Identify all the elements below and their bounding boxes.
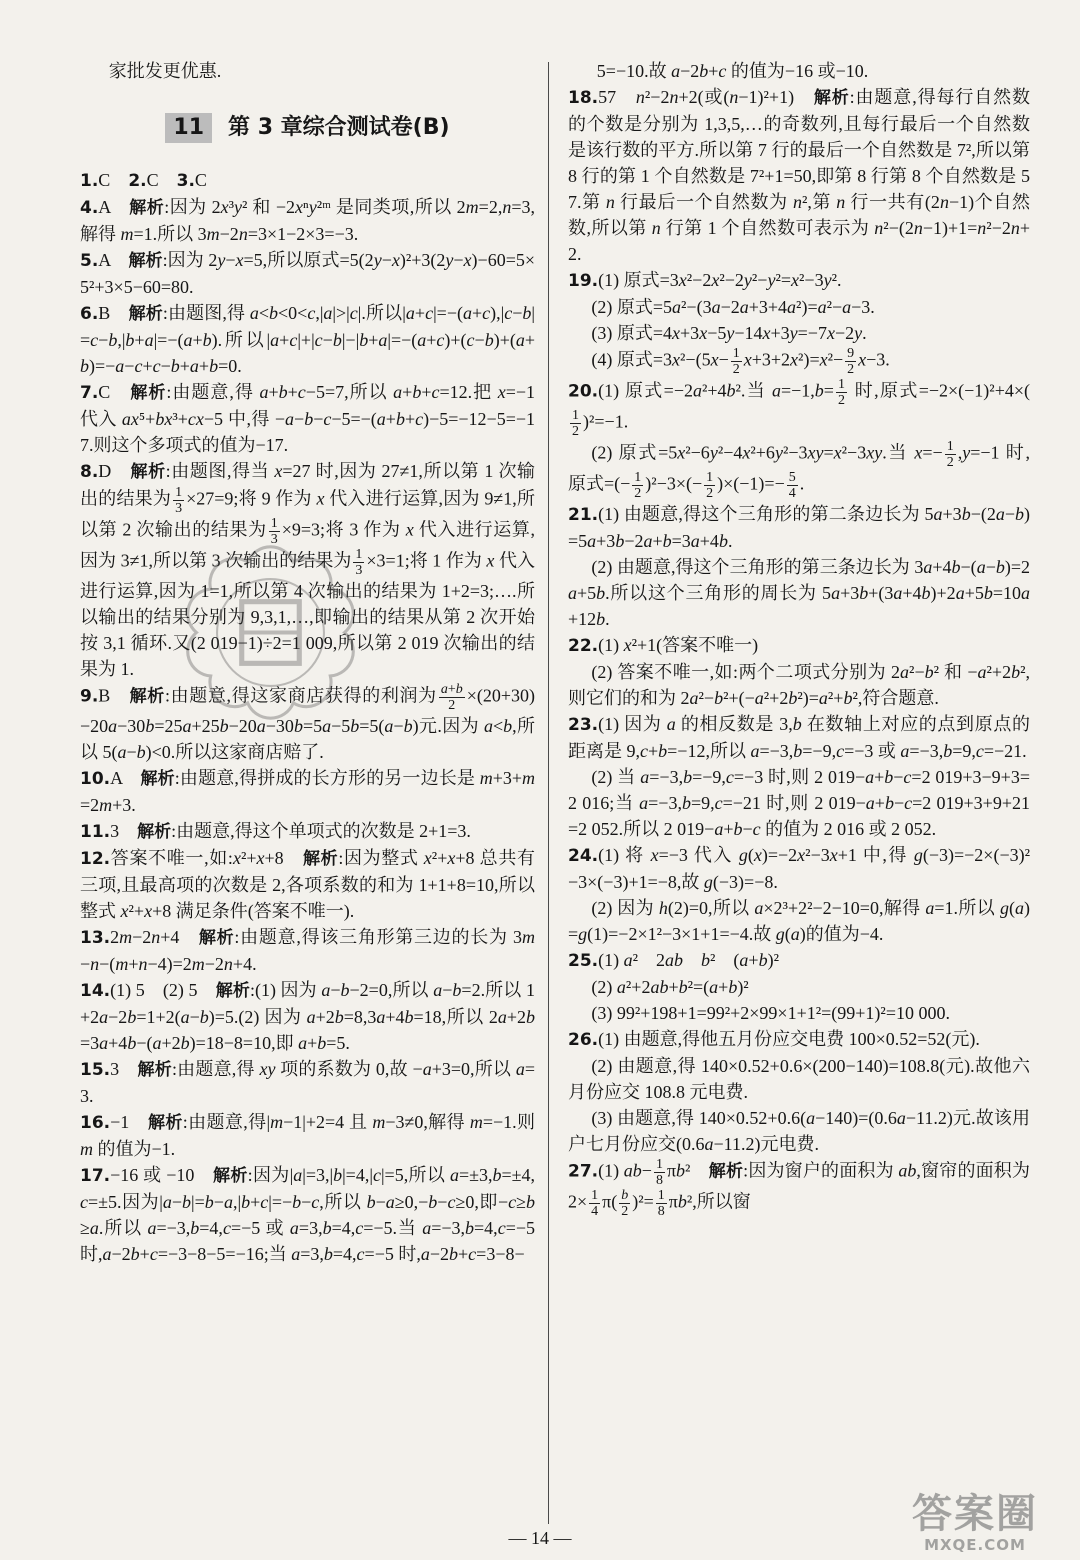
answer-item (80, 194, 535, 247)
text-run: (2) 由题意,得这个三角形的第三条边长为 3a+4b−(a−b)=2a+5b.所以这个三角形的周长为 5a+3b+(3a+4b)+2a+5b=10a+12b. (568, 557, 1030, 629)
answer-item (568, 267, 1030, 294)
fraction (632, 470, 643, 501)
fraction (654, 1157, 665, 1188)
answer-choice: D (98, 461, 112, 481)
answer-item (80, 379, 535, 458)
text-run (110, 303, 128, 323)
fraction (570, 408, 581, 439)
answer-item (80, 247, 535, 300)
text-run: (1) ab− (598, 1160, 652, 1181)
fraction (704, 470, 715, 501)
bold-label: 6. (80, 304, 99, 324)
text-run: (1) 5 (2) 5 (110, 980, 216, 1000)
text-run: ,y=−1 时,原式=(− (568, 442, 1030, 494)
fraction (787, 470, 798, 501)
bold-label: 17. (80, 1166, 111, 1186)
fraction-numerator: 1 (355, 547, 363, 562)
text-run (159, 170, 177, 190)
text-run (110, 382, 130, 402)
stamp (178, 540, 363, 725)
bold-label: 20. (568, 381, 599, 402)
answer-subitem (568, 895, 1030, 947)
fraction (439, 682, 465, 713)
answer-subitem (568, 1105, 1030, 1157)
text-run (111, 461, 130, 481)
fraction-numerator: 1 (270, 516, 278, 531)
text-run: (3) 99²+198+1=99²+2×99×1+1²=(99+1)²=10 000. (591, 1003, 950, 1023)
text-run: (4) 原式=3x²−(5x− (591, 349, 729, 370)
text-run: 答案不唯一,如:x²+x+8 (110, 848, 303, 868)
bold-label: 解析 (302, 849, 339, 869)
answer-choice: A (98, 250, 111, 270)
fraction-numerator: a+b (440, 682, 463, 697)
answer-item (568, 501, 1030, 554)
answer-choice: A (110, 768, 123, 788)
fraction-numerator: 9 (847, 346, 855, 361)
text-run: :由题意,得拼成的长方形的另一边长是 m+3+m=2m+3. (80, 768, 536, 815)
section-title-text: 第 3 章综合测试卷(B) (228, 115, 450, 140)
bold-label: 解析 (148, 1113, 183, 1133)
bold-label: 13. (80, 928, 111, 948)
answer-item (80, 765, 535, 818)
text-run (110, 686, 129, 706)
bold-label: 21. (568, 505, 599, 525)
fraction-numerator: 1 (837, 377, 845, 392)
text-run: :因为整式 x²+x+8 总共有三项,且最高项的次数是 2,各项系数的和为 1+1+8=10,所以整式 x²+x+8 满足条件(答案不唯一). (80, 848, 535, 921)
answer-subitem (568, 439, 1030, 501)
fraction-denominator: 8 (655, 1173, 663, 1188)
text-run: ×9=3;将 3 作为 x 代入进行运算,因为 3≠1,所以第 3 次输出的结果为 (80, 519, 536, 571)
fraction-numerator: 1 (634, 470, 642, 485)
bold-label: 解析 (130, 462, 166, 482)
fraction (173, 485, 184, 516)
bold-label: 解析 (129, 198, 165, 218)
answer-item (568, 1026, 1030, 1053)
text-run: 5=−10.故 a−2b+c 的值为−16 或−10. (596, 61, 869, 81)
bold-label: 解析 (215, 981, 250, 1001)
text-run: (2) 原式=5x²−6y²−4x²+6y²−3xy=x²−3xy.当 x=− (591, 442, 943, 463)
watermark (880, 1492, 1070, 1554)
text-run (110, 250, 128, 270)
answer-subitem (568, 554, 1030, 632)
bold-label: 4. (80, 198, 99, 218)
text-run: :(1) 因为 a−b−2=0,所以 a−b=2.所以 1+2a−2b=1+2(a−b)=5.(2) 因为 a+2b=8,3a+4b=18,所以 2a+2b=3a+4b−(a+2b)=18−8=10,即 a+b=5. (80, 980, 535, 1053)
text-run: x+3+2x²)=x²− (743, 349, 844, 370)
fraction (589, 1188, 600, 1219)
answer-item (80, 818, 535, 845)
answer-subitem (568, 659, 1030, 711)
bold-label: 26. (568, 1030, 599, 1050)
fraction-denominator: 2 (732, 362, 740, 377)
fraction-denominator: 4 (591, 1204, 599, 1219)
bold-label: 3. (176, 171, 195, 191)
fraction (731, 346, 742, 377)
answer-item (568, 632, 1030, 659)
bold-label: 解析 (708, 1161, 744, 1182)
text-run: (2) 由题意,得 140×0.52+0.6×(200−140)=108.8(元).故他六月份应交 108.8 元电费. (568, 1056, 1030, 1102)
text-run: πb²,所以窗 (668, 1191, 751, 1212)
answer-subitem (568, 974, 1030, 1000)
fraction-denominator: 8 (657, 1204, 665, 1219)
bold-label: 解析 (140, 769, 175, 789)
bold-label: 16. (80, 1113, 111, 1133)
text-run: (1) 原式=3x²−2x²−2y²−y²=x²−3y². (598, 270, 842, 290)
bold-label: 解析 (137, 1060, 172, 1080)
answer-subitem (568, 294, 1030, 320)
answer-item (80, 167, 535, 194)
text-run: 3 (110, 821, 138, 841)
bold-label: 11. (80, 822, 111, 842)
section-title (80, 112, 535, 144)
text-run: (2) 原式=5a²−(3a−2a+3+4a²)=a²−a−3. (591, 297, 875, 317)
text-run: :由题意,得 a+b+c−5=7,所以 a+b+c=12.把 x=−1 代入 ax⁵+bx³+cx−5 中,得 −a−b−c−5=−(a+b+c)−5=−12−5=−17.则这个多项式的值为−17. (80, 382, 536, 455)
text-run: (3) 由题意,得 140×0.52+0.6(a−140)=(0.6a−11.2)元.故该用户七月份应交(0.6a−11.2)元电费. (568, 1108, 1030, 1154)
text-run: (2) 当 a=−3,b=−9,c=−3 时,则 2 019−a+b−c=2 019+3−9+3=2 016;当 a=−3,b=9,c=−21 时,则 2 019−a+b−c=2 019+3+9+21=2 052.所以 2 019−a+b−c 的值为 2 016 或 2 052. (568, 767, 1030, 839)
bold-label: 解析 (129, 686, 165, 707)
bold-label: 18. (568, 88, 599, 108)
answer-item (568, 84, 1030, 267)
text-run: ×3=1;将 1 作为 x 代入进行运算,因为 1=1,所以第 4 次输出的结果为 1+2=3;….所以输出的结果分别为 9,3,1,…,即输出的结果从第 2 次开始按 3,1 循环.又(2 019−1)÷2=1 009,所以第 2 019 次输出的结果为 1. (80, 550, 535, 679)
answer-choice: C (146, 170, 159, 190)
fraction-numerator: 1 (946, 439, 954, 454)
fraction (836, 377, 847, 408)
answer-choice: C (98, 382, 111, 402)
text-run: :由题意,得该三角形第三边的长为 3m−n−(m+n−4)=2m−2n+4. (80, 927, 536, 974)
bold-label: 23. (568, 715, 599, 735)
bold-label: 12. (80, 849, 111, 869)
answer-list (568, 58, 1030, 1219)
page-number: — 14 — (508, 1528, 572, 1548)
answer-subitem (568, 1000, 1030, 1026)
fraction-numerator: 1 (175, 485, 183, 500)
bold-label: 9. (80, 686, 99, 707)
bold-label: 解析 (813, 88, 850, 108)
fraction-numerator: 1 (655, 1157, 663, 1172)
text-run: (1) x²+1(答案不唯一) (598, 635, 759, 655)
fraction-denominator: 2 (634, 486, 642, 501)
bold-label: 解析 (137, 822, 172, 842)
fraction-numerator: 1 (732, 346, 740, 361)
bold-label: 22. (568, 636, 599, 656)
answer-item (568, 842, 1030, 895)
text-run: ×27=9;将 9 作为 x 代入进行运算,因为 9≠1,所以第 2 次输出的结果为 (80, 488, 535, 540)
text-run: (1) 由题意,得他五月份应交电费 100×0.52=52(元). (598, 1029, 980, 1049)
answer-item (80, 1056, 535, 1109)
continued-text: 家批发更优惠. (108, 61, 222, 81)
answer-item (80, 924, 535, 977)
text-run: :由题意,得每行自然数的个数是分别为 1,3,5,…的奇数列,且每行最后一个自然数是该行数的平方.所以第 7 行的最后一个自然数是 7²,所以第 8 行的第 1 个自然数是 7²+1=50,即第 8 行第 8 个自然数是 57.第 n 行最后一个自然数为 n²,第 n 行一共有(2n−1)个自然数,所以第 n 行第 1 个自然数可表示为 n²−(2n−1)+1=n²−2n+2. (568, 87, 1031, 264)
bold-label: 24. (568, 846, 599, 866)
answer-subitem (568, 764, 1030, 842)
bold-label: 7. (80, 383, 99, 403)
text-run: 2m−2n+4 (110, 927, 199, 947)
column-divider (548, 62, 549, 1524)
fraction-denominator: 2 (946, 455, 954, 470)
fraction-numerator: 1 (706, 470, 714, 485)
bold-label: 19. (568, 271, 599, 291)
bold-label: 1. (80, 171, 99, 191)
text-run: ×(20+30)−20a−30b=25a+25b−20a−30b=5a−5b=5(a−b)元.因为 a<b,所以 5(a−b)<0.所以这家商店赔了. (80, 685, 536, 762)
answer-choice: A (98, 197, 111, 217)
fraction-numerator: 1 (591, 1188, 599, 1203)
answer-item (80, 1109, 535, 1162)
text-run: 3 (110, 1059, 138, 1079)
text-run: :由题意,得 xy 项的系数为 0,故 −a+3=0,所以 a=3. (80, 1059, 536, 1106)
fraction (945, 439, 956, 470)
fraction-denominator: 2 (572, 424, 579, 439)
answer-item (80, 1162, 535, 1267)
text-run: :由题意,得|m−1|+2=4 且 m−3≠0,解得 m=−1.则 m 的值为−1. (80, 1112, 536, 1159)
text-run: (1) 将 x=−3 代入 g(x)=−2x²−3x+1 中,得 g(−3)=−2×(−3)²−3×(−3)+1=−8,故 g(−3)=−8. (568, 845, 1030, 892)
text-run: (2) 因为 h(2)=0,所以 a×2³+2²−2−10=0,解得 a=1.所以 g(a)=g(1)=−2×1²−3×1+1=−4.故 g(a)的值为−4. (568, 898, 1030, 944)
text-run: (1) a² 2ab b² (a+b)² (598, 950, 779, 970)
text-run: :由题图,得当 x=27 时,因为 27≠1,所以第 1 次输出的结果为 (80, 461, 536, 509)
text-run: −1 (110, 1112, 149, 1132)
answer-choice: C (194, 170, 207, 190)
right-column (568, 58, 1030, 1219)
text-run: (1) 由题意,得这个三角形的第二条边长为 5a+3b−(2a−b)=5a+3b−2a+b=3a+4b. (568, 504, 1030, 551)
text-run: :由题图,得 a<b<0<c,|a|>|c|.所以|a+c|=−(a+c),|c−b|=c−b,|b+a|=−(a+b).所以|a+c|+|c−b|−|b+a|=−(a+c)+(c−b)+(a+b)=−a−c+c−b+a+b=0. (80, 303, 535, 376)
answer-choice: B (98, 685, 111, 706)
answer-subitem (568, 1053, 1030, 1105)
section-number-badge: 11 (165, 113, 212, 143)
text-run: 57 n²−2n+2(或(n−1)²+1) (598, 87, 814, 107)
text-run (110, 170, 128, 190)
fraction (656, 1188, 667, 1219)
watermark-site: MXQE.COM (924, 1536, 1026, 1554)
fraction (845, 346, 856, 377)
fraction-denominator: 3 (355, 563, 363, 578)
bold-label: 解析 (128, 251, 163, 271)
text-run: −16 或 −10 (110, 1165, 214, 1185)
bold-label: 10. (80, 769, 111, 789)
answer-item (568, 711, 1030, 764)
bold-label: 25. (568, 951, 599, 971)
text-run: π( (602, 1191, 618, 1212)
fraction-denominator: 2 (706, 486, 714, 501)
fraction-denominator: 3 (175, 501, 183, 516)
answer-subitem (568, 320, 1030, 346)
continued-text (568, 58, 1030, 84)
text-run: πb² (666, 1160, 709, 1181)
fraction-numerator: 1 (572, 408, 579, 423)
text-run: :因为窗户的面积为 ab,窗帘的面积为 2× (568, 1160, 1030, 1212)
answer-item (568, 947, 1030, 974)
text-run: :因为 2x³y² 和 −2xⁿy²ᵐ 是同类项,所以 2m=2,n=3,解得 m=1.所以 3m−2n=3×1−2×3=−3. (80, 197, 535, 244)
fraction-numerator: 1 (657, 1188, 665, 1203)
fraction-denominator: 2 (847, 362, 855, 377)
answer-item (568, 1157, 1030, 1219)
watermark-logo: 答案圈 (912, 1491, 1038, 1537)
text-run: )×(−1)=− (717, 473, 785, 494)
answer-item (80, 300, 535, 379)
text-run: (3) 原式=4x+3x−5y−14x+3y=−7x−2y. (591, 323, 867, 343)
text-run: (2) 答案不唯一,如:两个二项式分别为 2a²−b² 和 −a²+2b²,则它们的和为 2a²−b²+(−a²+2b²)=a²+b²,符合题意. (568, 662, 1030, 708)
text-run: (1) 因为 a 的相反数是 3,b 在数轴上对应的点到原点的距离是 9,c+b=−12,所以 a=−3,b=−9,c=−3 或 a=−3,b=9,c=−21. (568, 714, 1030, 761)
text-run: x−3. (858, 349, 890, 370)
fraction-numerator: 5 (788, 470, 796, 485)
text-run: )²= (632, 1191, 654, 1212)
text-run: (2) a²+2ab+b²=(a+b)² (591, 977, 749, 997)
fraction-denominator: 3 (270, 532, 278, 547)
fraction-numerator: b (621, 1188, 629, 1203)
text-run: )²−3×(− (645, 473, 703, 494)
text-run (110, 197, 129, 217)
text-run: . (799, 473, 805, 494)
bold-label: 14. (80, 981, 111, 1001)
answer-choice: C (98, 170, 111, 190)
bold-label: 解析 (130, 383, 167, 403)
bold-label: 15. (80, 1060, 111, 1080)
fraction (619, 1188, 630, 1219)
fraction-denominator: 2 (439, 697, 465, 713)
fraction-denominator: 2 (621, 1204, 629, 1219)
text-run (122, 768, 140, 788)
answer-item (80, 977, 535, 1056)
text-run: :由题意,得这个单项式的次数是 2+1=3. (171, 821, 471, 841)
bold-label: 2. (128, 171, 147, 191)
text-run: )²=−1. (583, 411, 629, 432)
fraction-denominator: 4 (788, 486, 796, 501)
text-run: (1) 原式=−2a²+4b².当 a=−1,b= (598, 380, 834, 401)
fraction-denominator: 2 (837, 393, 845, 408)
answer-item (568, 377, 1030, 439)
bold-label: 解析 (213, 1166, 248, 1186)
text-run: :因为|a|=3,|b|=4,|c|=5,所以 a=±3,b=±4,c=±5.因为|a−b|=b−a,|b+c|=−b−c,所以 b−a≥0,−b−c≥0,即−c≥b≥a.所以 a=−3,b=4,c=−5 或 a=3,b=4,c=−5.当 a=−3,b=4,c=−5 时,a−2b+c=−3−8−5=−16;当 a=3,b=4,c=−5 时,a−2b+c=3−8− (80, 1165, 536, 1264)
answer-choice: B (98, 303, 111, 323)
bold-label: 27. (568, 1161, 599, 1182)
answer-subitem (568, 346, 1030, 377)
text-run: :因为 2y−x=5,所以原式=5(2y−x)²+3(2y−x)−60=5×5²+3×5−60=80. (80, 250, 535, 297)
bold-label: 解析 (128, 304, 163, 324)
bold-label: 8. (80, 462, 99, 482)
text-run: 时,原式=−2×(−1)²+4×( (848, 380, 1030, 401)
answer-item (80, 845, 535, 924)
bold-label: 解析 (198, 928, 235, 948)
text-run: :由题意,得这家商店获得的利润为 (164, 685, 437, 706)
bold-label: 5. (80, 251, 99, 271)
